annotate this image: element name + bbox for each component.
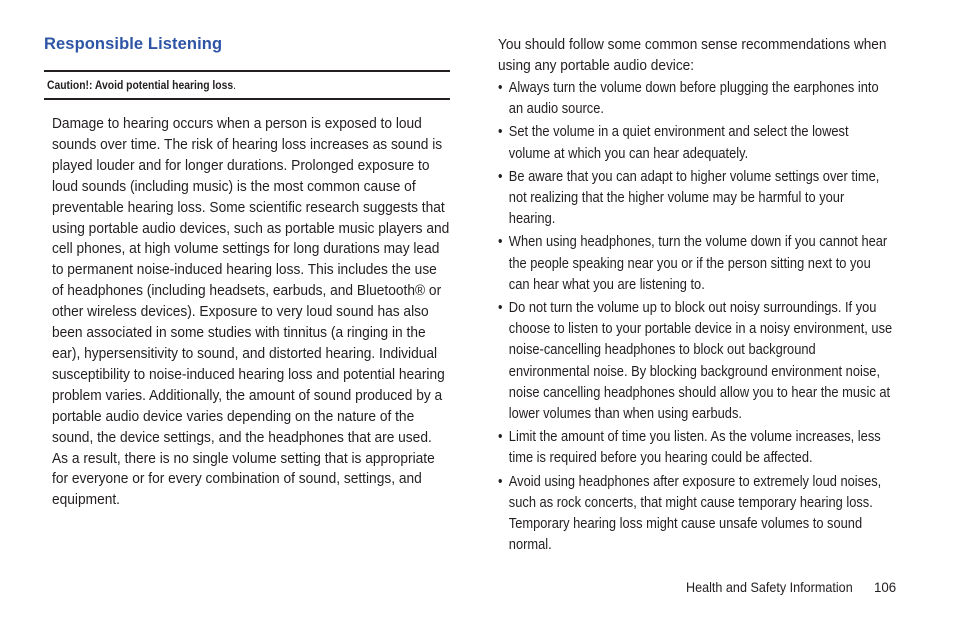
list-item: • Do not turn the volume up to block out noisy surroundings. If you choose to listen to your portable device in a noisy environment, use noise-cancelling headphones to block out background environmental noise. By blocking background environment noise, noise cancelling headphones should allow you to hear the music at lower volumes than when using earbuds. [498,298,892,425]
page-number: 106 [874,579,897,595]
body-paragraph: Damage to hearing occurs when a person is exposed to loud sounds over time. The risk of hearing loss increases as sound is played louder and for longer durations. Prolonged exposure to loud sounds (including music) is the most common cause of preventable hearing loss. Some scientific research suggests that using portable audio devices, such as portable music players and cell phones, at high volume settings for long durations may lead to permanent noise-induced hearing loss. This includes the use of headphones (including headsets, earbuds, and Bluetooth® or other wireless devices). Exposure to very loud sound has also been associated in some studies with tinnitus (a ringing in the ear), hypersensitivity to sound, and distorted hearing. Individual susceptibility to noise-induced hearing loss and potential hearing problem varies. Additionally, the amount of sound produced by a portable audio device varies depending on the nature of the sound, the device settings, and the headphones that are used. As a result, there is no single volume setting that is appropriate for everyone or for every combination of sound, settings, and equipment. [52,115,450,509]
list-item: • Set the volume in a quiet environment and select the lowest volume at which you can hear adequately. [498,122,892,164]
list-item: • Limit the amount of time you listen. As the volume increases, less time is required before you hearing could be affected. [498,427,892,469]
list-item: • When using headphones, turn the volume down if you cannot hear the people speaking near you or if the person sitting next to you can hear what you are listening to. [498,232,892,296]
list-item: • Avoid using headphones after exposure to extremely loud noises, such as rock concerts, that might cause temporary hearing loss. Temporary hearing loss might cause unsafe volumes to sound normal. [498,472,892,557]
recommendations-list [498,78,892,558]
caution-suffix: . [233,80,236,92]
list-item: • Be aware that you can adapt to higher volume settings over time, not realizing that the higher volume may be harmful to your hearing. [498,167,892,231]
section-heading: Responsible Listening [44,35,223,53]
list-item: • Always turn the volume down before plugging the earphones into an audio source. [498,78,892,120]
caution-box [44,70,450,100]
recommendations-intro: You should follow some common sense recommendations when using any portable audio device: [498,36,887,74]
caution-text [47,80,236,92]
footer-section-name: Health and Safety Information [686,579,853,595]
caution-label: Caution!: Avoid potential hearing loss [47,80,234,92]
